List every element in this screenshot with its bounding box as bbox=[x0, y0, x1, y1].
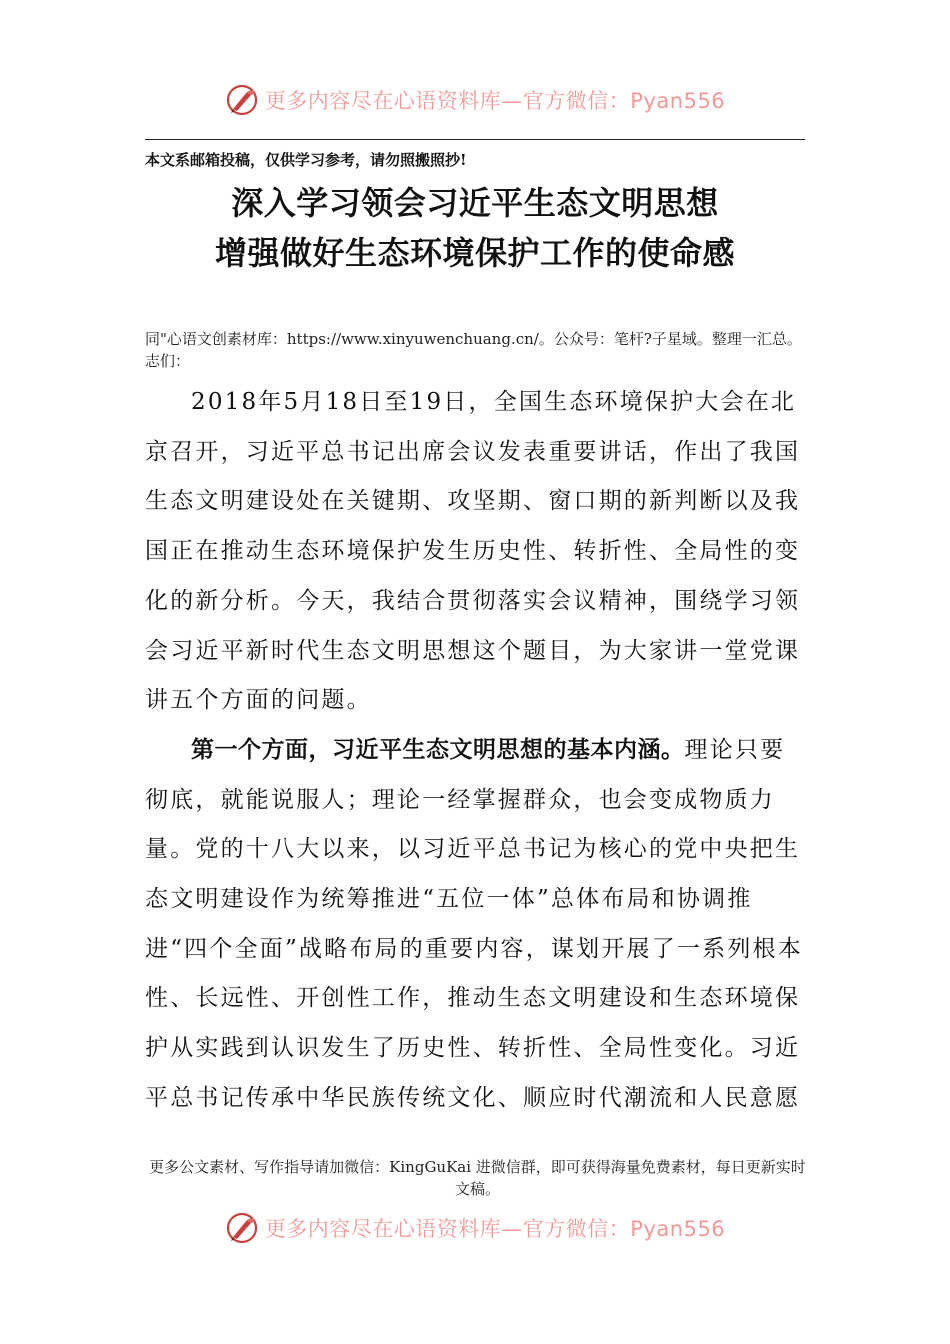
submission-notice: 本文系邮箱投稿，仅供学习参考，请勿照搬照抄! bbox=[145, 151, 467, 169]
header-banner bbox=[0, 80, 950, 120]
document-body bbox=[145, 378, 810, 1124]
banner-text: 更多内容尽在心语资料库—官方微信：Pyan556 bbox=[264, 89, 726, 113]
source-note bbox=[145, 328, 810, 372]
section-text: 理论只要彻底，就能说服人；理论一经掌握群众，也会变成物质力量。党的十八大以来，以习近平总书记为核心的党中央把生态文明建设作为统筹推进“五位一体”总体布局和协调推进“四个全面”战略布局的重要内容，谋划开展了一系列根本性、长远性、开创性工作，推动生态文明建设和生态环境保护从实践到认识发生了历史性、转折性、全局性变化。习近平总书记传承中华民族传统文化、顺应时代潮流和人民意愿 bbox=[145, 736, 803, 1111]
source-note-line-2: 志们： bbox=[145, 352, 191, 370]
document-title-line-2: 增强做好生态环境保护工作的使命感 bbox=[214, 234, 735, 272]
section-heading: 第一个方面，习近平生态文明思想的基本内涵。 bbox=[191, 736, 685, 763]
footer-banner bbox=[0, 1208, 950, 1248]
banner-text: 更多内容尽在心语资料库—官方微信：Pyan556 bbox=[264, 1217, 726, 1241]
header-divider bbox=[145, 139, 805, 140]
source-note-line-1: 同"心语文创素材库：https://www.xinyuwenchuang.cn/。公众号：笔杆?子星域。整理一汇总。 bbox=[145, 330, 802, 348]
document-title-line-1: 深入学习领会习近平生态文明思想 bbox=[231, 184, 719, 222]
body-paragraph-2 bbox=[145, 726, 810, 1124]
quill-pen-logo-icon bbox=[225, 1211, 259, 1245]
body-paragraph-1: 2018年5月18日至19日，全国生态环境保护大会在北京召开，习近平总书记出席会议发表重要讲话，作出了我国生态文明建设处在关键期、攻坚期、窗口期的新判断以及我国正在推动生态环境保护发生历史性、转折性、全局性的变化的新分析。今天，我结合贯彻落实会议精神，围绕学习领会习近平新时代生态文明思想这个题目，为大家讲一堂党课讲五个方面的问题。 bbox=[145, 389, 801, 714]
quill-pen-logo-icon bbox=[225, 83, 259, 117]
footer-note: 更多公文素材、写作指导请加微信：KingGuKai 进微信群，即可获得海量免费素材，每日更新实时文稿。 bbox=[149, 1158, 806, 1198]
